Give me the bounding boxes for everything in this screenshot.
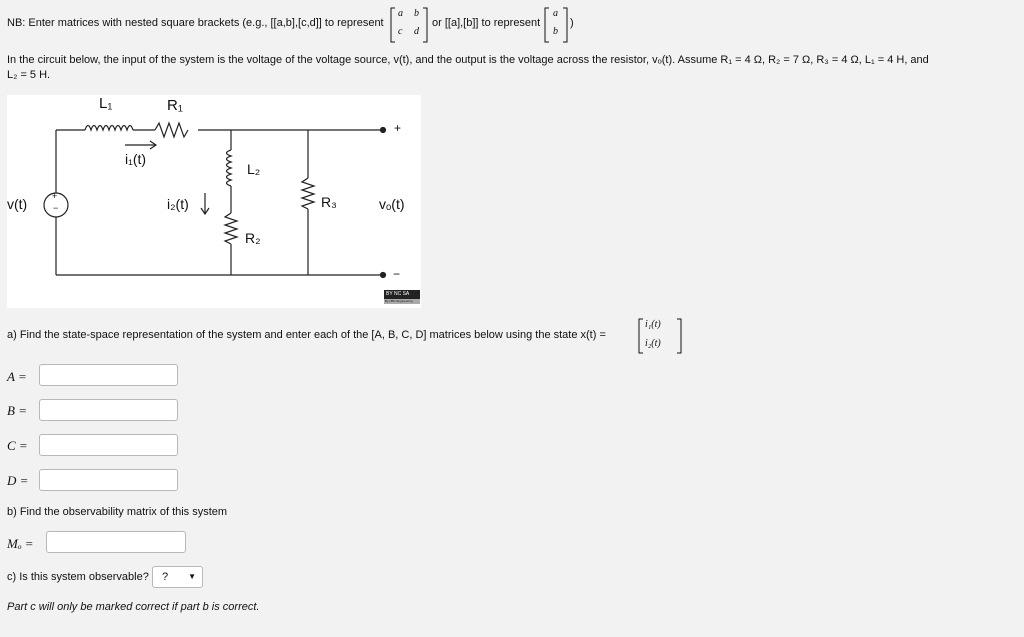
label-L2: L₂: [247, 161, 261, 177]
D-matrix-input[interactable]: [39, 469, 178, 491]
matrix-entry-c: c: [398, 26, 403, 37]
problem-line-2: L₂ = 5 H.: [7, 69, 51, 81]
B-matrix-input[interactable]: [39, 399, 178, 421]
output-minus-terminal: −: [393, 267, 401, 281]
part-c-text: c) Is this system observable?: [7, 571, 149, 583]
label-i2: i₂(t): [167, 196, 189, 212]
matrix-entry-a: a: [398, 8, 403, 19]
output-plus-terminal: +: [394, 121, 402, 135]
vector-entry-a: a: [553, 8, 558, 19]
D-label: D =: [7, 473, 29, 488]
nb-suffix: ): [570, 17, 574, 29]
part-b-text: b) Find the observability matrix of this system: [7, 506, 228, 518]
circuit-schematic: [7, 95, 421, 308]
label-vt: v(t): [7, 196, 28, 212]
credit-text: By UBC Engineering: [385, 299, 413, 303]
state-entry-i1: i₁(t): [645, 319, 661, 330]
C-label: C =: [7, 438, 28, 453]
nb-instruction: [7, 17, 384, 29]
cc-license-badge: BY NC SA: [386, 291, 410, 297]
circuit-diagram: [7, 95, 421, 308]
part-a-text: a) Find the state-space representation of the system and enter each of the [A, B, C, D] matrices below using the state x(t) =: [7, 329, 606, 341]
A-matrix-input[interactable]: [39, 364, 178, 386]
note-text: Part c will only be marked correct if part b is correct.: [7, 601, 260, 613]
matrix-2x2-example: [390, 7, 428, 43]
label-L1: L₁: [99, 95, 113, 112]
chevron-down-icon: ▼: [188, 572, 196, 581]
label-R1: R₁: [167, 97, 183, 114]
source-minus: −: [53, 203, 59, 213]
observability-matrix-input[interactable]: [46, 531, 186, 553]
observable-select-value: ?: [162, 571, 169, 583]
Mo-label: Mₒ =: [7, 536, 34, 551]
label-R2: R₂: [245, 230, 261, 246]
B-label: B =: [7, 403, 27, 418]
C-matrix-input[interactable]: [39, 434, 178, 456]
label-R3: R₃: [321, 194, 337, 210]
matrix-entry-d: d: [414, 26, 419, 37]
matrix-entry-b: b: [414, 8, 419, 19]
A-label: A =: [7, 369, 27, 384]
nb-middle: or [[a],[b]] to represent: [432, 17, 541, 29]
source-plus: +: [52, 191, 58, 201]
state-entry-i2: i₂(t): [645, 338, 661, 349]
label-i1: i₁(t): [125, 151, 147, 167]
label-vo: vₒ(t): [379, 196, 405, 212]
problem-line-1: In the circuit below, the input of the system is the voltage of the voltage source, v(t), and the output is the voltage across the resistor, vₒ(t). Assume R₁ = 4 Ω, R₂ = 7 Ω, R₃ = 4 Ω, L₁ = 4 H, and: [7, 54, 929, 66]
observable-select[interactable]: [152, 566, 203, 588]
nb-prefix: NB: Enter matrices with nested square brackets (e.g., [[a,b],[c,d]] to represent: [7, 17, 384, 29]
vector-entry-b: b: [553, 26, 558, 37]
